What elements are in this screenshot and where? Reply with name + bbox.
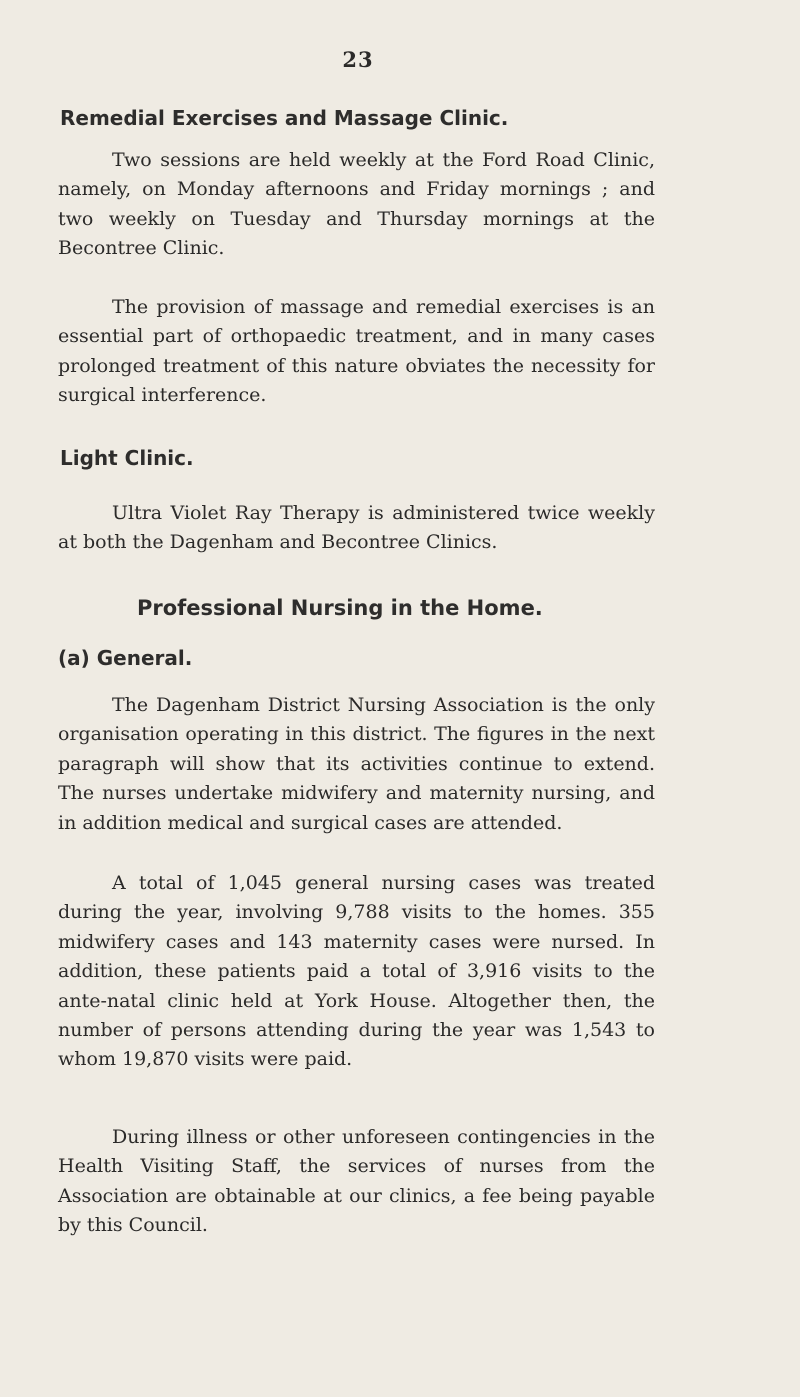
light-heading: Light Clinic. [60, 446, 194, 470]
nursing-paragraph-2: A total of 1,045 general nursing cases was treated during the year, involving 9,788 visits to the homes. 355 midwifery cases and 143 maternity cases were nursed. In addition, these patients paid a total of 3,916 visits to the ante-natal clinic held at York House. Altogether then, the number of persons attending during the year was 1,543 to whom 19,870 visits were paid. [58, 872, 655, 1071]
page-number: 23 [342, 47, 374, 72]
nursing-paragraph-1: The Dagenham District Nursing Association is the only organisation operating in this district. The figures in the next paragraph will show that its activities continue to extend. The nurses undertake midwifery and maternity nursing, and in addition medical and surgical cases are attended. [58, 694, 655, 834]
nursing-subheading: (a) General. [58, 646, 193, 670]
light-paragraph-1: Ultra Violet Ray Therapy is administered twice weekly at both the Dagenham and Becontree Clinics. [58, 502, 655, 554]
remedial-paragraph-1: Two sessions are held weekly at the Ford Road Clinic, namely, on Monday afternoons and Friday mornings ; and two weekly on Tuesday and Thursday mornings at the Becontree Clinic. [58, 149, 655, 260]
remedial-paragraph-2: The provision of massage and remedial exercises is an essential part of orthopaedic treatment, and in many cases prolonged treatment of this nature obviates the necessity for surgical interference. [58, 296, 655, 407]
nursing-paragraph-3: During illness or other unforeseen contingencies in the Health Visiting Staff, the services of nurses from the Association are obtainable at our clinics, a fee being payable by this Council. [58, 1126, 655, 1237]
nursing-heading: Professional Nursing in the Home. [137, 596, 543, 620]
remedial-heading: Remedial Exercises and Massage Clinic. [60, 106, 509, 130]
